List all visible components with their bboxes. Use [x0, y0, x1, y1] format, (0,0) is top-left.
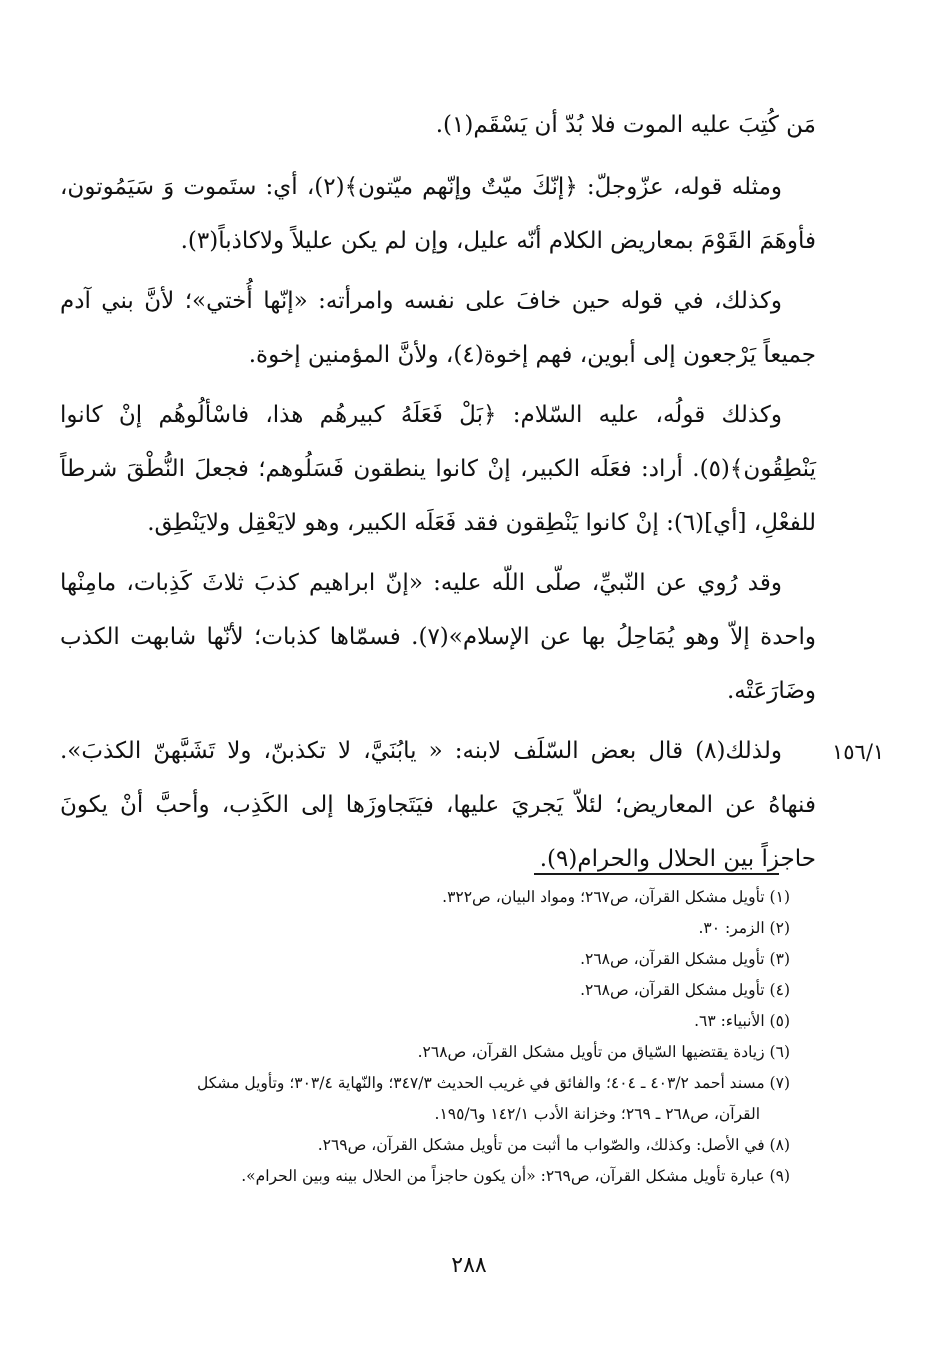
footnote-2: (٢) الزمر: ٣٠. — [698, 919, 790, 937]
footnote-3: (٣) تأويل مشكل القرآن، ص٢٦٨. — [580, 950, 790, 968]
paragraph-5 — [60, 556, 816, 718]
paragraph-3-text: وكذلك، في قوله حين خافَ على نفسه وامرأته: «إنّها أُختي»؛ لأنَّ بني آدم جميعاً يَرْجعون إلى أبوين، فهم إخوة(٤)، ولأنَّ المؤمنين إخوة. — [60, 288, 816, 368]
footnote-4: (٤) تأويل مشكل القرآن، ص٢٦٨. — [580, 981, 790, 999]
paragraph-1-text: مَن كُتِبَ عليه الموت فلا بُدّ أن يَسْقَم(١). — [435, 112, 816, 138]
paragraph-6 — [60, 724, 816, 886]
paragraph-6-text: ولذلك(٨) قال بعض السّلَف لابنه: « يابُنَيَّ، لا تكذبنّ، ولا تَشَبَّهنّ الكذبَ». فنهاهُ عن المعاريض؛ لئلاّ يَجريَ عليها، فيَتَجاوزَها إلى الكَذِب، وأحبَّ أنْ يكونَ حاجزاً بين الحلال والحرام(٩). — [60, 738, 816, 872]
footnote-7-continued: القرآن، ص٢٦٨ ـ ٢٦٩؛ وخزانة الأدب ١٤٢/١ و١٩٥/٦. — [434, 1105, 760, 1123]
footnote-6: (٦) زيادة يقتضيها السّياق من تأويل مشكل القرآن، ص٢٦٨. — [417, 1043, 790, 1061]
paragraph-4-text: وكذلك قولُه، عليه السّلام: ﴿بَلْ فَعَلَهُ كبيرهُم هذا، فاسْألُوهُم إنْ كانوا يَنْطِقُون﴾(٥). أراد: فعَلَه الكبير، إنْ كانوا ينطقون فَسَلُوهم؛ فجعلَ النُّطْقَ شرطاً للفعْلِ، [أي](٦): إنْ كانوا يَنْطِقون فقد فَعَلَه الكبير، وهو لايَعْقِل ولايَنْطِق. — [60, 402, 816, 536]
footnotes — [62, 882, 790, 1192]
footnote-8: (٨) في الأصل: وكذلك، والصّواب ما أثبت من تأويل مشكل القرآن، ص٢٦٩. — [317, 1136, 790, 1154]
paragraph-2-text: ومثله قوله، عزّوجلّ: ﴿إنّكَ ميّتٌ وإنّهم ميّتون﴾(٢)، أي: ستَموت وَ سَيَمُوتون، فأوهَمَ القَوْمَ بمعاريض الكلام أنّه عليل، وإن لم يكن عليلاً ولاكاذباً(٣). — [60, 174, 816, 254]
paragraph-5-text: وقد رُوي عن النّبيِّ، صلّى اللّه عليه: «إنّ ابراهيم كذبَ ثلاثَ كَذِبات، مامِنْها واحدة إلاّ وهو يُمَاحِلُ بها عن الإسلام»(٧). فسمّاها كذبات؛ لأنّها شابهت الكذب وضَارَعَتْه. — [60, 570, 817, 704]
paragraph-1 — [60, 98, 816, 152]
footnote-1: (١) تأويل مشكل القرآن، ص٢٦٧؛ ومواد البيان، ص٣٢٢. — [442, 888, 790, 906]
paragraph-4 — [60, 388, 816, 550]
main-text — [60, 98, 816, 892]
margin-manuscript-reference: ١٥٦/١ — [832, 740, 885, 764]
paragraph-2 — [60, 160, 816, 268]
paragraph-3 — [60, 274, 816, 382]
page-number: ٢٨٨ — [451, 1253, 487, 1278]
footnote-7: (٧) مسند أحمد ٤٠٣/٢ ـ ٤٠٤؛ والفائق في غريب الحديث ٣٤٧/٣؛ والنّهاية ٣٠٣/٤؛ وتأويل مشكل — [197, 1074, 790, 1092]
footnote-divider — [534, 873, 779, 875]
footnote-9: (٩) عبارة تأويل مشكل القرآن، ص٢٦٩: «أن يكون حاجزاً من الحلال بينه وبين الحرام». — [241, 1167, 790, 1185]
footnote-5: (٥) الأنبياء: ٦٣. — [694, 1012, 790, 1030]
